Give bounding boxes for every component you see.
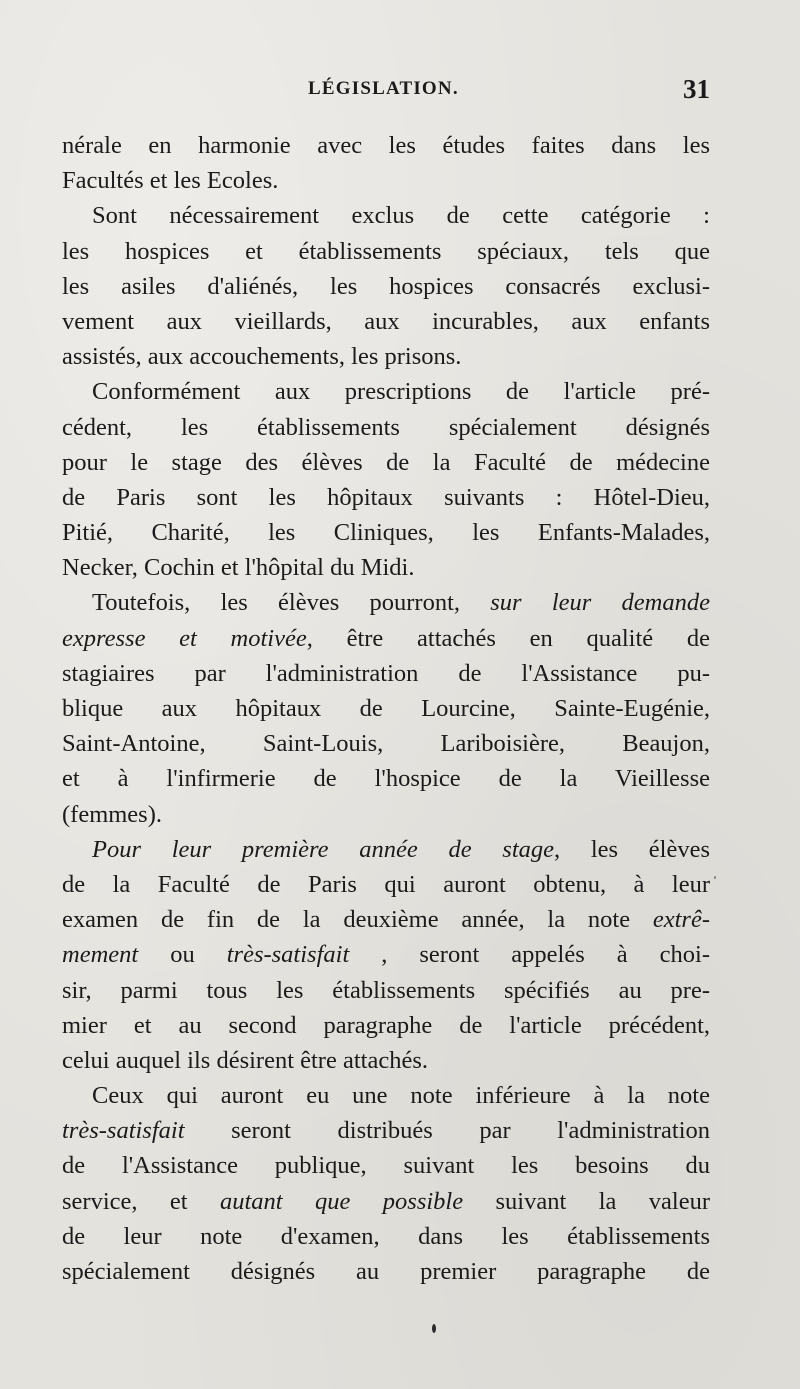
running-head: LÉGISLATION. bbox=[308, 78, 459, 99]
paper-speck bbox=[714, 876, 716, 879]
text-run: de la Faculté de Paris qui auront obtenu, à leur bbox=[62, 870, 710, 898]
text-line bbox=[62, 339, 710, 374]
text-line bbox=[62, 1219, 710, 1254]
text-run: sir, parmi tous les établissements spécifiés au pre- bbox=[62, 976, 710, 1004]
text-run: (femmes). bbox=[62, 800, 162, 828]
text-run: ou bbox=[138, 941, 227, 969]
text-line bbox=[62, 1184, 710, 1219]
text-line bbox=[62, 515, 710, 550]
paper-speck bbox=[432, 1324, 436, 1333]
text-run: cédent, les établissements spécialement désignés bbox=[62, 413, 710, 441]
text-run: stagiaires par l'administration de l'Assistance pu- bbox=[62, 659, 710, 687]
text-run: nérale en harmonie avec les études faites dans les bbox=[62, 132, 710, 159]
text-run: Necker, Cochin et l'hôpital du Midi. bbox=[62, 554, 415, 582]
text-run: vement aux vieillards, aux incurables, aux enfants bbox=[62, 307, 710, 335]
text-line bbox=[62, 937, 710, 972]
text-line bbox=[62, 1148, 710, 1183]
text-line bbox=[62, 374, 710, 409]
text-line bbox=[62, 761, 710, 796]
text-line bbox=[62, 585, 710, 620]
text-line bbox=[62, 867, 710, 902]
text-run: Ceux qui auront eu une note inférieure à la note bbox=[92, 1082, 710, 1110]
text-run: les asiles d'aliénés, les hospices consacrés exclusi- bbox=[62, 272, 710, 300]
text-line bbox=[62, 410, 710, 445]
text-line bbox=[62, 691, 710, 726]
text-run: Pitié, Charité, les Cliniques, les Enfants-Malades, bbox=[62, 519, 710, 547]
text-line bbox=[62, 1254, 710, 1289]
italic-text: autant que possible bbox=[220, 1187, 464, 1215]
text-run: , être attachés en qualité de bbox=[306, 624, 710, 652]
text-run: examen de fin de la deuxième année, la note bbox=[62, 906, 653, 934]
text-line bbox=[62, 1078, 710, 1113]
text-run: service, et bbox=[62, 1187, 220, 1215]
text-run: Sont nécessairement exclus de cette catégorie : bbox=[92, 202, 710, 230]
text-run: spécialement désignés au premier paragraphe de bbox=[62, 1258, 710, 1285]
text-run: , seront appelés à choi- bbox=[349, 941, 710, 969]
text-line bbox=[62, 726, 710, 761]
text-line bbox=[62, 550, 710, 585]
text-line bbox=[62, 234, 710, 269]
text-run: de leur note d'examen, dans les établissements bbox=[62, 1222, 710, 1250]
page-number: 31 bbox=[683, 74, 710, 104]
italic-text: sur leur demande bbox=[490, 589, 710, 617]
text-line bbox=[62, 480, 710, 515]
text-run: les hospices et établissements spéciaux, tels que bbox=[62, 237, 710, 265]
page-header bbox=[62, 74, 710, 110]
text-line bbox=[62, 198, 710, 233]
text-line bbox=[62, 128, 710, 163]
italic-text: Pour leur première année de stage bbox=[92, 835, 554, 863]
text-line bbox=[62, 1008, 710, 1043]
text-line bbox=[62, 902, 710, 937]
text-line bbox=[62, 656, 710, 691]
text-line bbox=[62, 832, 710, 867]
text-line bbox=[62, 1043, 710, 1078]
italic-text: mement bbox=[62, 941, 139, 969]
text-run: de l'Assistance publique, suivant les besoins du bbox=[62, 1152, 710, 1180]
text-line bbox=[62, 621, 710, 656]
text-line bbox=[62, 269, 710, 304]
body-text bbox=[62, 128, 710, 1289]
text-run: Conformément aux prescriptions de l'article pré- bbox=[92, 378, 710, 406]
text-line bbox=[62, 304, 710, 339]
text-run: Toutefois, les élèves pourront, bbox=[92, 589, 491, 617]
text-line bbox=[62, 163, 710, 198]
italic-text: expresse et motivée bbox=[62, 624, 307, 652]
text-run: assistés, aux accouchements, les prisons. bbox=[62, 343, 462, 371]
text-run: de Paris sont les hôpitaux suivants : Hôtel-Dieu, bbox=[62, 483, 710, 511]
text-run: seront distribués par l'administration bbox=[184, 1117, 710, 1145]
text-run: , les élèves bbox=[554, 835, 710, 863]
text-line bbox=[62, 973, 710, 1008]
italic-text: extrê- bbox=[652, 906, 710, 934]
text-run: Saint-Antoine, Saint-Louis, Lariboisière, Beaujon, bbox=[62, 730, 710, 758]
text-run: pour le stage des élèves de la Faculté de médecine bbox=[62, 448, 710, 476]
text-line bbox=[62, 445, 710, 480]
text-run: blique aux hôpitaux de Lourcine, Sainte-Eugénie, bbox=[62, 695, 710, 722]
text-run: suivant la valeur bbox=[463, 1187, 710, 1215]
text-line bbox=[62, 1113, 710, 1148]
text-line bbox=[62, 797, 710, 832]
italic-text: très-satisfait bbox=[62, 1117, 185, 1145]
text-run: Facultés et les Ecoles. bbox=[62, 167, 279, 195]
text-run: et à l'infirmerie de l'hospice de la Vieillesse bbox=[62, 765, 710, 793]
italic-text: très-satisfait bbox=[226, 941, 350, 969]
text-run: mier et au second paragraphe de l'article précédent, bbox=[62, 1011, 710, 1039]
text-run: celui auquel ils désirent être attachés. bbox=[62, 1046, 428, 1074]
